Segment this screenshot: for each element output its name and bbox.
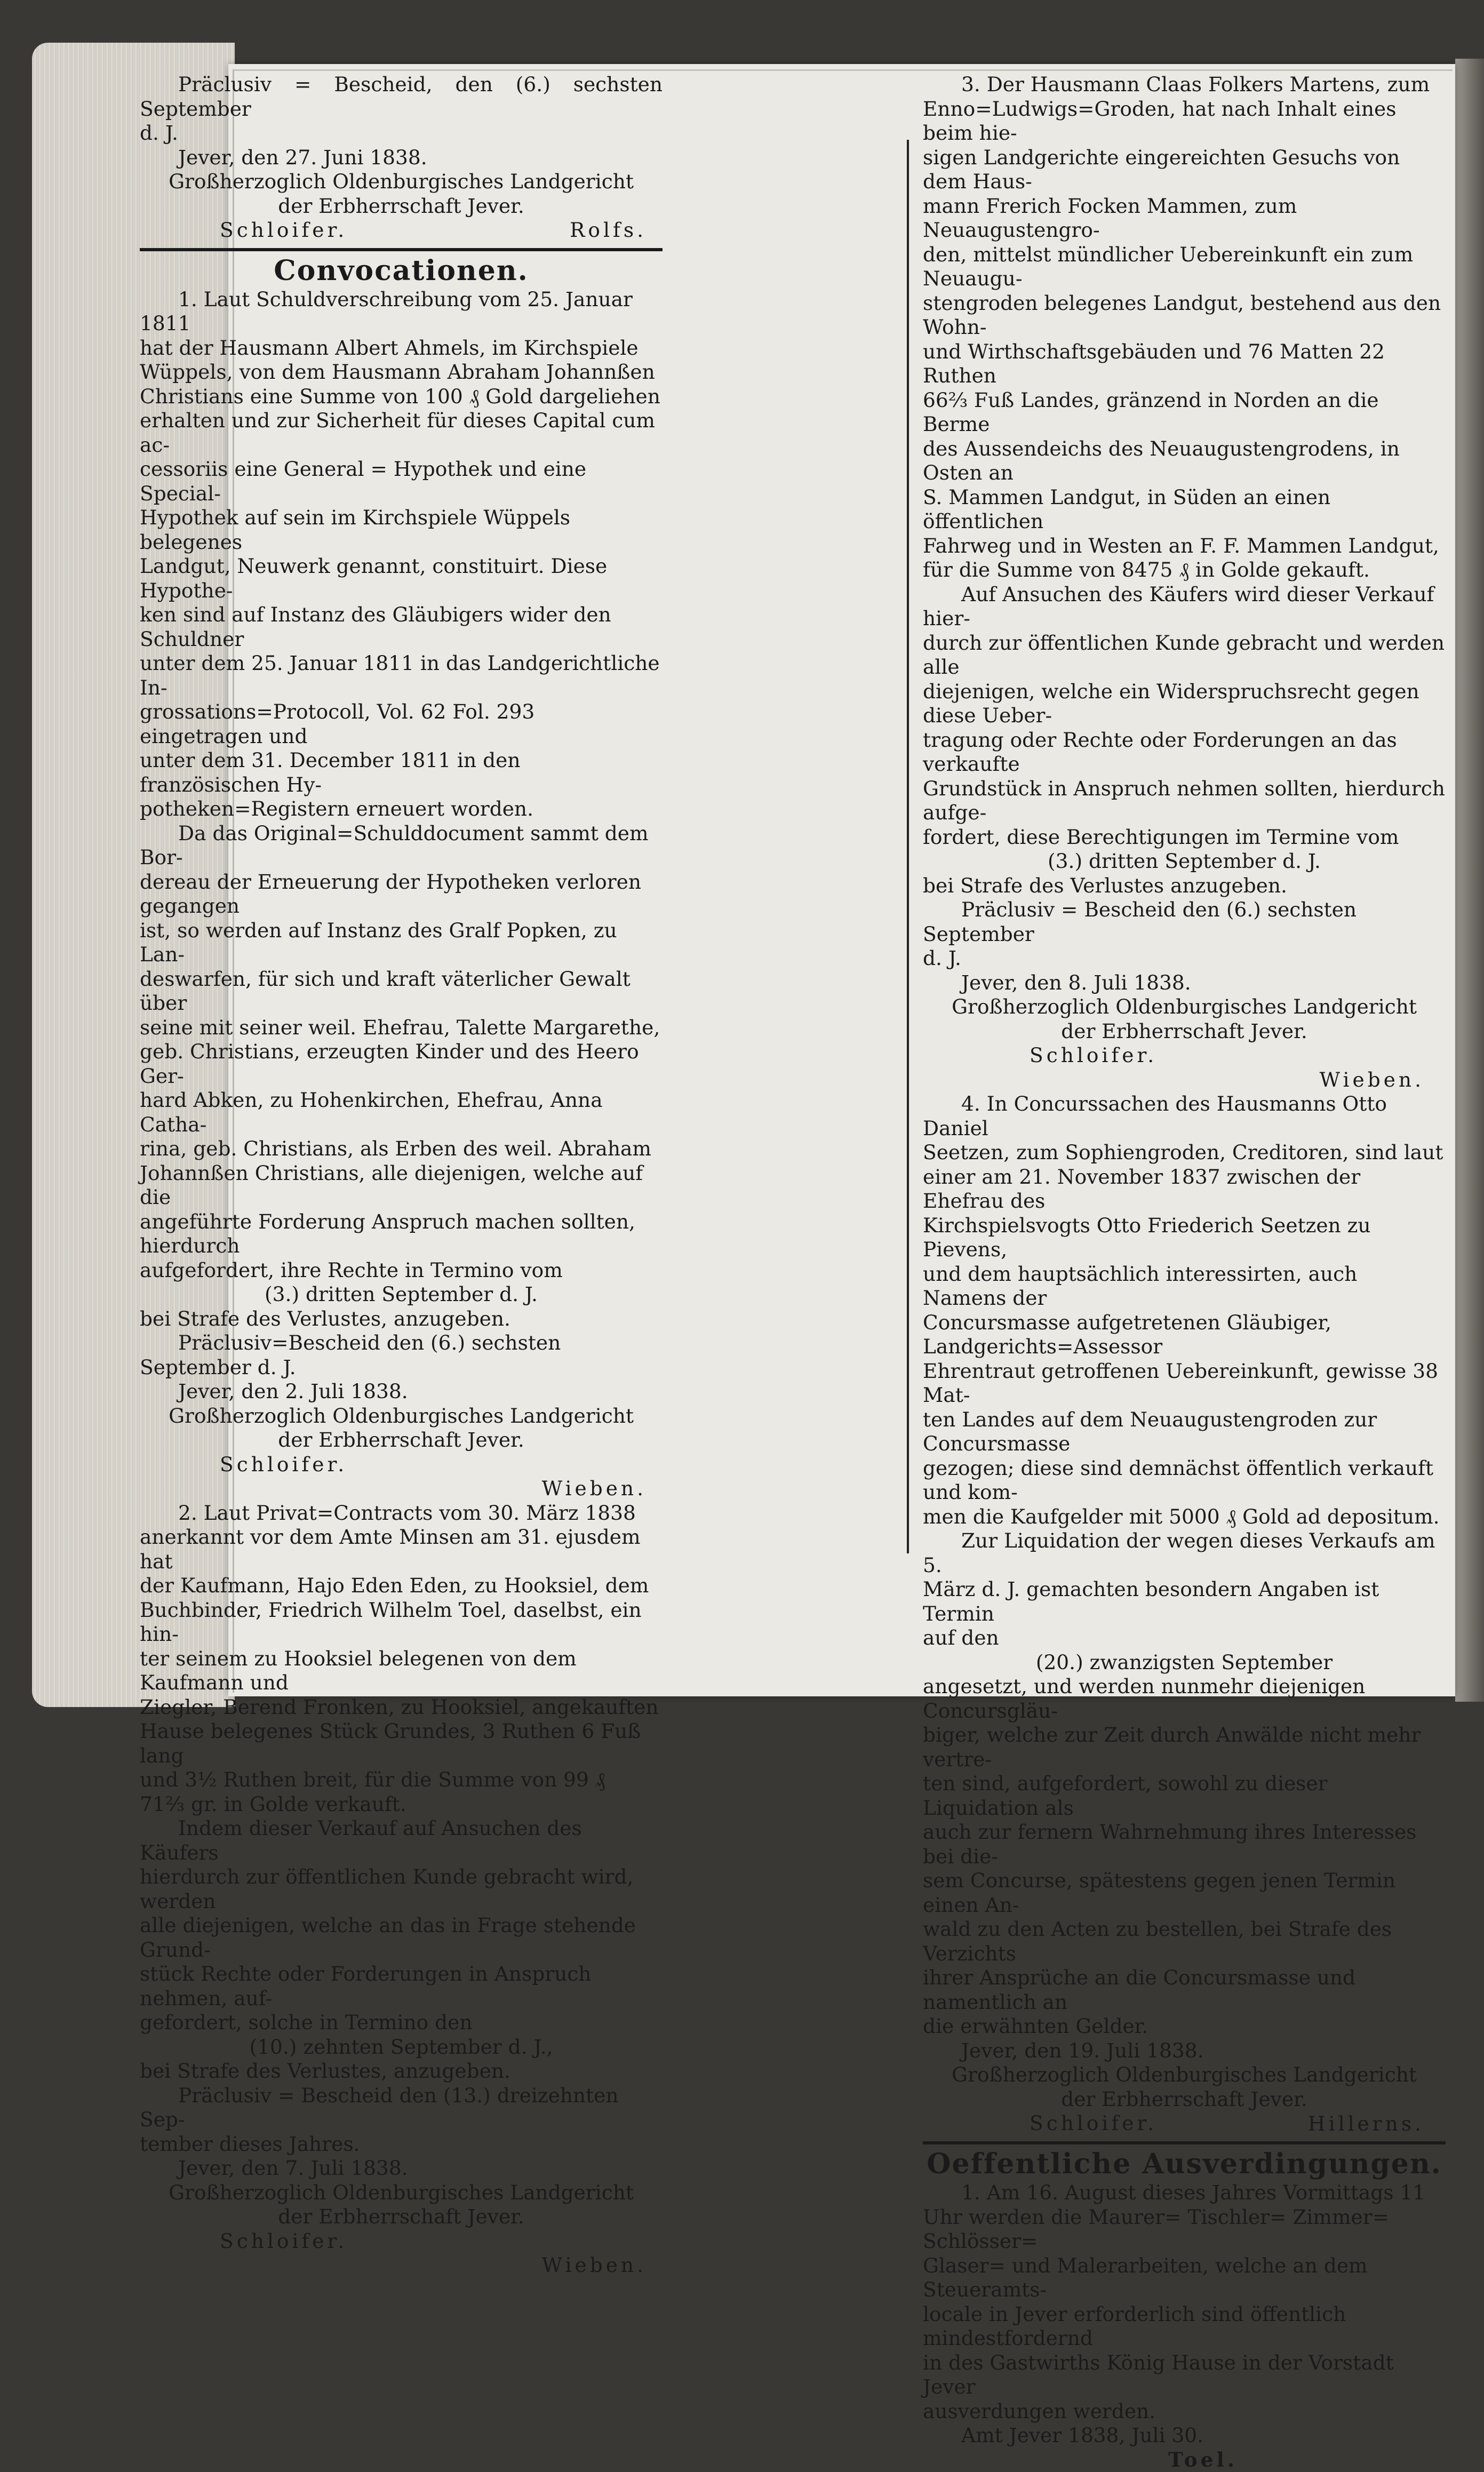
text-line: bei Strafe des Verlustes anzugeben.	[923, 874, 1446, 898]
text-line: hard Abken, zu Hohenkirchen, Ehefrau, Anna Catha-	[140, 1088, 663, 1137]
text-line: angeführte Forderung Anspruch machen sollten, hierdurch	[140, 1210, 663, 1258]
text-line: die erwähnten Gelder.	[923, 2014, 1446, 2039]
binding-shadow	[1455, 59, 1484, 1702]
text-line: fordert, diese Berechtigungen im Termine vom	[923, 825, 1446, 850]
text-line: Hause belegenes Stück Grundes, 3 Ruthen 6 Fuß lang	[140, 1719, 663, 1768]
court-name: der Erbherrschaft Jever.	[923, 2087, 1446, 2112]
text-line: Präclusiv = Bescheid den (6.) sechsten September	[923, 898, 1446, 946]
text-line: erhalten und zur Sicherheit für dieses Capital cum ac-	[140, 409, 663, 457]
text-line: Indem dieser Verkauf auf Ansuchen des Käufers	[140, 1816, 663, 1865]
text-line: Ehrentraut getroffenen Uebereinkunft, gewisse 38 Mat-	[923, 1359, 1446, 1408]
text-line: März d. J. gemachten besondern Angaben ist Termin	[923, 1577, 1446, 1626]
text-line: Zur Liquidation der wegen dieses Verkaufs am 5.	[923, 1529, 1446, 1577]
signature: Schloifer.	[220, 2229, 663, 2254]
text-line: auch zur fernern Wahrnehmung ihres Interesses bei die-	[923, 1820, 1446, 1869]
text-line: bei Strafe des Verlustes, anzugeben.	[140, 2059, 663, 2084]
court-name: der Erbherrschaft Jever.	[140, 2205, 663, 2229]
text-line: der Kaufmann, Hajo Eden Eden, zu Hooksiel, dem	[140, 1574, 663, 1598]
signature: Rolfs.	[570, 218, 647, 243]
text-line: 1. Am 16. August dieses Jahres Vormittags 11	[923, 2181, 1446, 2205]
section-rule	[923, 2141, 1446, 2144]
text-line: alle diejenigen, welche an das in Frage stehende Grund-	[140, 1913, 663, 1962]
text-line: cessoriis eine General = Hypothek und eine Special-	[140, 457, 663, 506]
court-name: der Erbherrschaft Jever.	[140, 1428, 663, 1453]
section-rule	[140, 248, 663, 251]
text-line: auf den	[923, 1626, 1446, 1650]
text-line: mann Frerich Focken Mammen, zum Neuaugustengro-	[923, 194, 1446, 243]
text-line: Seetzen, zum Sophiengroden, Creditoren, sind laut	[923, 1141, 1446, 1165]
signature: Wieben.	[140, 1477, 647, 1501]
text-line: Glaser= und Malerarbeiten, welche an dem Steueramts-	[923, 2254, 1446, 2302]
text-line: Concursmasse aufgetretenen Gläubiger, Landgerichts=Assessor	[923, 1311, 1446, 1359]
text-line: hat der Hausmann Albert Ahmels, im Kirchspiele	[140, 336, 663, 361]
text-line: stück Rechte oder Forderungen in Anspruch nehmen, auf-	[140, 1962, 663, 2011]
text-line: Jever, den 27. Juni 1838.	[140, 146, 663, 170]
signature: Wieben.	[923, 1068, 1424, 1093]
signature: Schloifer.	[220, 1453, 663, 1477]
text-line: gefordert, solche in Termino den	[140, 2011, 663, 2035]
text-line: stengroden belegenes Landgut, bestehend aus den Wohn-	[923, 291, 1446, 340]
term-date: (10.) zehnten September d. J.,	[140, 2035, 663, 2060]
text-line: biger, welche zur Zeit durch Anwälde nicht mehr vertre-	[923, 1723, 1446, 1772]
text-line: seine mit seiner weil. Ehefrau, Talette Margarethe,	[140, 1016, 663, 1040]
term-date: (20.) zwanzigsten September	[923, 1650, 1446, 1675]
right-column	[923, 73, 1446, 2472]
text-line: men die Kaufgelder mit 5000 ₰ Gold ad depositum.	[923, 1505, 1446, 1529]
text-line: sigen Landgerichte eingereichten Gesuchs von dem Haus-	[923, 146, 1446, 194]
text-line: Jever, den 8. Juli 1838.	[923, 971, 1446, 995]
text-line: 2. Laut Privat=Contracts vom 30. März 1838	[140, 1501, 663, 1526]
signature: Hillerns.	[923, 2112, 1424, 2136]
text-line: und Wirthschaftsgebäuden und 76 Matten 22 Ruthen	[923, 340, 1446, 388]
text-line: Hypothek auf sein im Kirchspiele Wüppels belegenes	[140, 506, 663, 554]
text-line: 3. Der Hausmann Claas Folkers Martens, zum	[923, 73, 1446, 97]
term-date: (3.) dritten September d. J.	[140, 1282, 663, 1307]
text-line: Da das Original=Schulddocument sammt dem Bor-	[140, 822, 663, 870]
text-line: durch zur öffentlichen Kunde gebracht und werden alle	[923, 631, 1446, 680]
text-line: Präclusiv=Bescheid den (6.) sechsten September d. J.	[140, 1331, 663, 1379]
text-line: rina, geb. Christians, als Erben des weil. Abraham	[140, 1137, 663, 1161]
text-line: 71⅔ gr. in Golde verkauft.	[140, 1792, 663, 1817]
text-line: Präclusiv = Bescheid, den (6.) sechsten September	[140, 73, 663, 121]
text-line: geb. Christians, erzeugten Kinder und des Heero Ger-	[140, 1040, 663, 1088]
court-name: Großherzoglich Oldenburgisches Landgericht	[140, 1404, 663, 1429]
text-line: anerkannt vor dem Amte Minsen am 31. ejusdem hat	[140, 1525, 663, 1574]
text-line: und dem hauptsächlich interessirten, auch Namens der	[923, 1262, 1446, 1311]
signature: Schloifer.	[220, 218, 347, 243]
text-line: gezogen; diese sind demnächst öffentlich verkauft und kom-	[923, 1456, 1446, 1505]
column-divider	[907, 140, 909, 1553]
text-line: in des Gastwirths König Hause in der Vorstadt Jever	[923, 2351, 1446, 2399]
term-date: (3.) dritten September d. J.	[923, 849, 1446, 874]
text-line: Grundstück in Anspruch nehmen sollten, hierdurch aufge-	[923, 777, 1446, 825]
section-heading: Convocationen.	[140, 254, 663, 288]
text-line: Jever, den 2. Juli 1838.	[140, 1379, 663, 1404]
text-line: Jever, den 19. Juli 1838.	[923, 2039, 1446, 2063]
court-name: Großherzoglich Oldenburgisches Landgericht	[140, 170, 663, 194]
signature: Wieben.	[140, 2253, 647, 2278]
text-line: Fahrweg und in Westen an F. F. Mammen Landgut,	[923, 534, 1446, 559]
text-line: den, mittelst mündlicher Uebereinkunft ein zum Neuaugu-	[923, 243, 1446, 291]
text-line: für die Summe von 8475 ₰ in Golde gekauft.	[923, 558, 1446, 583]
text-line: 1. Laut Schuldverschreibung vom 25. Januar 1811	[140, 288, 663, 336]
court-name: der Erbherrschaft Jever.	[140, 194, 663, 219]
text-line: ihrer Ansprüche an die Concursmasse und namentlich an	[923, 1966, 1446, 2014]
section-heading: Oeffentliche Ausverdingungen.	[923, 2148, 1446, 2181]
text-line: wald zu den Acten zu bestellen, bei Strafe des Verzichts	[923, 1917, 1446, 1966]
text-line: ten Landes auf dem Neuaugustengroden zur Concursmasse	[923, 1408, 1446, 1456]
text-line: ausverdungen werden.	[923, 2399, 1446, 2424]
text-line: sem Concurse, spätestens gegen jenen Termin einen An-	[923, 1869, 1446, 1917]
text-line: Christians eine Summe von 100 ₰ Gold dargeliehen	[140, 385, 663, 409]
text-line: Wüppels, von dem Hausmann Abraham Johannßen	[140, 360, 663, 385]
text-line: diejenigen, welche ein Widerspruchsrecht gegen diese Ueber-	[923, 680, 1446, 728]
text-line: und 3½ Ruthen breit, für die Summe von 99 ₰	[140, 1768, 663, 1792]
text-line: unter dem 31. December 1811 in den französischen Hy-	[140, 748, 663, 797]
text-line: Präclusiv = Bescheid den (13.) dreizehnten Sep-	[140, 2084, 663, 2132]
text-line: potheken=Registern erneuert worden.	[140, 797, 663, 822]
text-line: grossations=Protocoll, Vol. 62 Fol. 293 eingetragen und	[140, 700, 663, 748]
signature: Toel.	[1168, 2448, 1446, 2472]
text-line: dereau der Erneuerung der Hypotheken verloren gegangen	[140, 870, 663, 919]
text-line: d. J.	[923, 946, 1446, 971]
text-line: Kirchspielsvogts Otto Friederich Seetzen zu Pievens,	[923, 1214, 1446, 1262]
text-line: Uhr werden die Maurer= Tischler= Zimmer= Schlösser=	[923, 2205, 1446, 2254]
text-line: des Aussendeichs des Neuaugustengrodens, in Osten an	[923, 437, 1446, 485]
text-line: d. J.	[140, 121, 663, 146]
text-line: unter dem 25. Januar 1811 in das Landgerichtliche In-	[140, 651, 663, 700]
text-line: einer am 21. November 1837 zwischen der Ehefrau des	[923, 1165, 1446, 1214]
signature: Schloifer.	[1030, 1043, 1446, 1068]
text-line: 4. In Concurssachen des Hausmanns Otto Daniel	[923, 1092, 1446, 1141]
court-name: Großherzoglich Oldenburgisches Landgericht	[140, 2181, 663, 2205]
text-line: Jever, den 7. Juli 1838.	[140, 2156, 663, 2181]
text-line: Johannßen Christians, alle diejenigen, welche auf die	[140, 1161, 663, 1210]
text-line: hierdurch zur öffentlichen Kunde gebracht wird, werden	[140, 1865, 663, 1913]
court-name: Großherzoglich Oldenburgisches Landgericht	[923, 2063, 1446, 2087]
text-line: 66⅔ Fuß Landes, gränzend in Norden an die Berme	[923, 388, 1446, 437]
court-name: Großherzoglich Oldenburgisches Landgericht	[923, 995, 1446, 1019]
text-line: Landgut, Neuwerk genannt, constituirt. Diese Hypothe-	[140, 554, 663, 603]
text-line: angesetzt, und werden nunmehr diejenigen Concursgläu-	[923, 1674, 1446, 1723]
text-line: bei Strafe des Verlustes, anzugeben.	[140, 1307, 663, 1331]
text-line: ter seinem zu Hooksiel belegenen von dem Kaufmann und	[140, 1647, 663, 1695]
text-line: tember dieses Jahres.	[140, 2132, 663, 2157]
left-column	[140, 73, 663, 2278]
text-line: ten sind, aufgefordert, sowohl zu dieser Liquidation als	[923, 1772, 1446, 1820]
text-line: locale in Jever erforderlich sind öffentlich mindestfordernd	[923, 2302, 1446, 2351]
text-line: Amt Jever 1838, Juli 30.	[923, 2423, 1446, 2448]
court-name: der Erbherrschaft Jever.	[923, 1019, 1446, 1044]
text-line: Ziegler, Berend Fronken, zu Hooksiel, angekauften	[140, 1695, 663, 1720]
text-line: deswarfen, für sich und kraft väterlicher Gewalt über	[140, 967, 663, 1016]
text-line: ken sind auf Instanz des Gläubigers wider den Schuldner	[140, 603, 663, 651]
text-line: aufgefordert, ihre Rechte in Termino vom	[140, 1258, 663, 1283]
signature: Schloifer.	[1030, 2111, 1446, 2136]
text-line: tragung oder Rechte oder Forderungen an das verkaufte	[923, 728, 1446, 777]
text-line: Auf Ansuchen des Käufers wird dieser Verkauf hier-	[923, 583, 1446, 631]
text-line: Enno=Ludwigs=Groden, hat nach Inhalt eines beim hie-	[923, 97, 1446, 146]
text-line: Buchbinder, Friedrich Wilhelm Toel, daselbst, ein hin-	[140, 1598, 663, 1647]
text-line: ist, so werden auf Instanz des Gralf Popken, zu Lan-	[140, 919, 663, 967]
text-line: S. Mammen Landgut, in Süden an einen öffentlichen	[923, 485, 1446, 534]
